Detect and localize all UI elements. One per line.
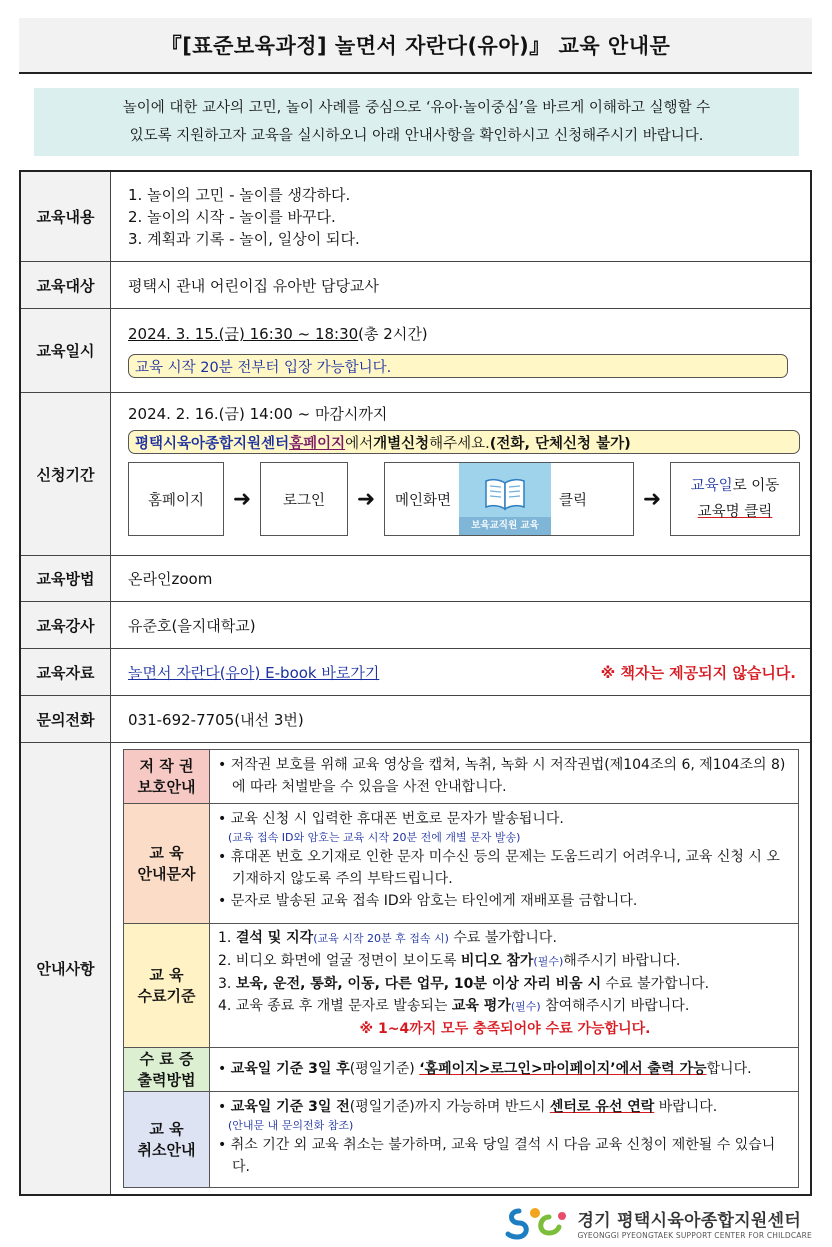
footer-org-english: GYEONGGI PYEONGTAEK SUPPORT CENTER FOR CHILDCARE (577, 1231, 812, 1240)
book-icon (483, 477, 527, 511)
cancel-text: • 교육일 기준 3일 전(평일기준)까지 가능하며 반드시 센터로 유선 연락 바랍니다. (안내문 내 문의전화 참조) • 취소 기간 외 교육 취소는 불가하며, 교육 당일 결석 시 다음 교육 신청이 제한될 수 있습니다. (218, 1099, 776, 1175)
ebook-link[interactable]: 놀면서 자란다(유아) E-book 바로가기 (128, 663, 380, 682)
row-content (21, 172, 810, 261)
entry-note: 교육 시작 20분 전부터 입장 가능합니다. (128, 354, 788, 378)
step-course-click: 교육명 클릭 (697, 504, 773, 520)
center-logo (505, 1203, 571, 1243)
lecturer-text: 유준호(을지대학교) (128, 616, 256, 635)
apply-content (111, 393, 822, 555)
content-item: 2. 놀이의 시작 - 놀이를 바꾸다. (128, 207, 336, 226)
sms-label: 교 육 안내문자 (124, 804, 210, 923)
apply-period: 2024. 2. 16.(금) 14:00 ~ 마감시까지 (128, 405, 388, 423)
notice-complete (123, 924, 799, 1048)
step-login[interactable]: 로그인 (260, 462, 348, 536)
notice-content (111, 743, 810, 1194)
row-method (21, 555, 810, 601)
arrow-right-icon: ➜ (232, 486, 252, 512)
notice-copyright (123, 749, 799, 804)
content-item: 1. 놀이의 고민 - 놀이를 생각하다. (128, 185, 351, 204)
method-text: 온라인zoom (128, 570, 213, 588)
notice-cancel (123, 1092, 799, 1188)
book-banner-caption: 보육교직원 교육 (459, 517, 551, 535)
footer-org-name: 경기 평택시육아종합지원센터 (577, 1211, 802, 1231)
label-content: 교육내용 (21, 172, 111, 261)
notice-certificate (123, 1048, 799, 1092)
notice-sms (123, 804, 799, 924)
row-phone (21, 695, 810, 742)
datetime-duration: (총 2시간) (358, 325, 428, 343)
label-notice: 안내사항 (21, 743, 111, 1194)
info-table (19, 170, 812, 1196)
document-title: 『[표준보육과정] 놀면서 자란다(유아)』 교육 안내문 (19, 18, 812, 74)
intro-line-1: 놀이에 대한 교사의 고민, 놀이 사례를 중심으로 ‘유아·놀이중심’을 바르게 이해하고 실행할 수 (122, 100, 711, 116)
step-click: 클릭 (559, 492, 588, 509)
step-main-label: 메인화면 (395, 492, 452, 509)
arrow-right-icon: ➜ (642, 486, 662, 512)
phone-text: 031-692-7705(내선 3번) (128, 710, 304, 729)
cancel-label: 교 육 취소안내 (124, 1092, 210, 1187)
content-item: 3. 계획과 기록 - 놀이, 일상이 되다. (128, 229, 360, 248)
label-lecturer: 교육강사 (21, 602, 111, 648)
step-home[interactable]: 홈페이지 (128, 462, 224, 536)
certificate-text: • 교육일 기준 3일 후(평일기준) ‘홈페이지>로그인>마이페이지’에서 출력 가능합니다. (218, 1061, 752, 1077)
complete-label: 교 육 수료기준 (124, 924, 210, 1047)
row-notice (21, 742, 810, 1194)
certificate-label: 수 료 증 출력방법 (124, 1048, 210, 1091)
content-list (111, 172, 810, 261)
complete-text: 1. 결석 및 지각(교육 시작 20분 후 접속 시) 수료 불가합니다. 2. 비디오 화면에 얼굴 정면이 보이도록 비디오 참가(필수)해주시기 바랍니다. 3. 보육, 운전, 통화, 이동, 다른 업무, 10분 이상 자리 비움 시 수료 불가합니다. 4. 교육 종료 후 개별 문자로 발송되는 교육 평가(필수) 참여해주시기 바랍니다. ※ 1~4까지 모두 충족되어야 수료 가능합니다. (210, 924, 798, 1047)
row-lecturer (21, 601, 810, 648)
label-phone: 문의전화 (21, 696, 111, 742)
row-material (21, 648, 810, 695)
label-target: 교육대상 (21, 262, 111, 308)
book-banner[interactable] (459, 463, 551, 535)
step-main (384, 462, 634, 536)
intro-banner (34, 88, 799, 156)
datetime-content (111, 309, 810, 392)
label-apply: 신청기간 (21, 393, 111, 555)
footer (505, 1203, 812, 1243)
complete-warning: ※ 1~4까지 모두 충족되어야 수료 가능합니다. (359, 1021, 651, 1037)
intro-line-2: 있도록 지원하고자 교육을 실시하오니 아래 안내사항을 확인하시고 신청해주시기 바랍니다. (129, 128, 704, 144)
material-content (111, 649, 810, 695)
datetime-date: 2024. 3. 15.(금) 16:30 ~ 18:30 (128, 325, 359, 343)
row-apply (21, 392, 810, 555)
sms-text: • 교육 신청 시 입력한 휴대폰 번호로 문자가 발송됩니다. (교육 접속 ID와 암호는 교육 시작 20분 전에 개별 문자 발송) • 휴대폰 번호 오기재로 인한 문자 미수신 등의 문제는 도움드리기 어려우니, 교육 신청 시 오기재하지 않도록 주의 부탁드립니다. • 문자로 발송된 교육 접속 ID와 암호는 타인에게 재배포를 금합니다. (218, 811, 780, 909)
copyright-label: 저 작 권 보호안내 (124, 750, 210, 803)
target-text: 평택시 관내 어린이집 유아반 담당교사 (128, 276, 379, 295)
copyright-text: • 저작권 보호를 위해 교육 영상을 캡쳐, 녹취, 녹화 시 저작권법(제104조의 6, 제104조의 8)에 따라 처벌받을 수 있음을 사전 안내합니다. (218, 757, 786, 795)
label-datetime: 교육일시 (21, 309, 111, 392)
step-goto[interactable]: 교육일로 이동 교육명 클릭 (670, 462, 800, 536)
arrow-right-icon: ➜ (356, 486, 376, 512)
label-material: 교육자료 (21, 649, 111, 695)
apply-note: 평택시육아종합지원센터 홈페이지 에서 개별신청 해주세요. (전화, 단체신청 불가) (128, 430, 800, 454)
apply-steps (128, 462, 800, 536)
row-datetime (21, 308, 810, 392)
row-target (21, 261, 810, 308)
material-warning: ※ 책자는 제공되지 않습니다. (600, 663, 796, 682)
label-method: 교육방법 (21, 556, 111, 601)
